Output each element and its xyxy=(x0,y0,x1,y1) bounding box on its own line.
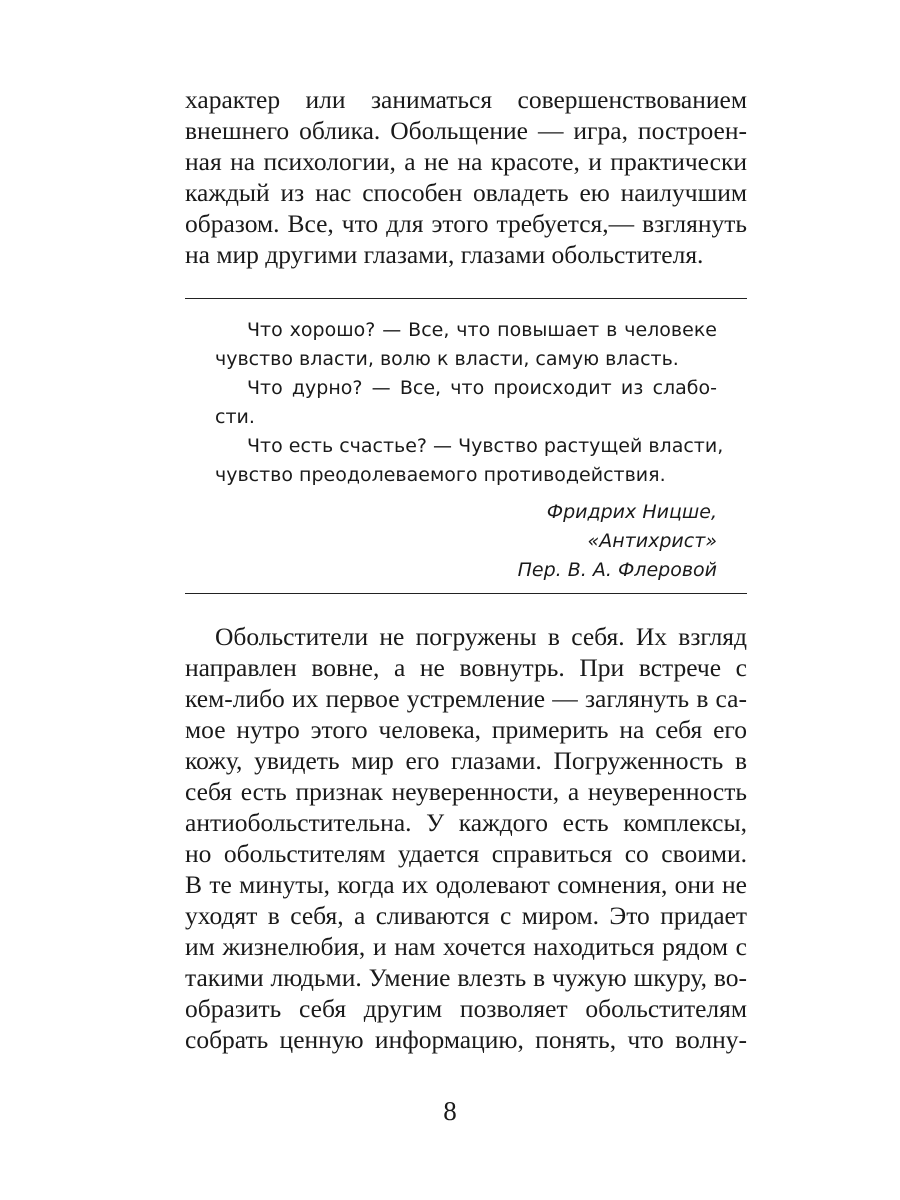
epigraph-author: Фридрих Ницше, xyxy=(546,501,717,523)
text-line: им жизнелюбия, и нам хочется находиться рядом с xyxy=(185,932,747,961)
epigraph-translator: Пер. В. А. Флеровой xyxy=(517,559,717,581)
epigraph-line: Что есть счастье? — Чувство растущей власти, xyxy=(247,435,724,457)
epigraph-line: сти. xyxy=(215,406,255,428)
text-line: ная на психологии, а не на красоте, и практически xyxy=(185,147,747,176)
text-line: направлен вовне, а не вовнутрь. При встрече с xyxy=(185,653,747,682)
epigraph-work: «Антихрист» xyxy=(587,530,717,552)
text-line: себя есть признак неуверенности, а неуверенность xyxy=(185,777,747,806)
epigraph-line: Что дурно? — Все, что происходит из слабо- xyxy=(247,377,717,399)
epigraph-line: чувство власти, волю к власти, самую власть. xyxy=(215,348,679,370)
epigraph-top-rule xyxy=(185,298,747,299)
epigraph xyxy=(215,316,724,585)
text-line: на мир другими глазами, глазами обольстителя. xyxy=(185,240,704,269)
text-line: уходят в себя, а сливаются с миром. Это придает xyxy=(185,901,747,930)
epigraph-bottom-rule xyxy=(185,593,747,594)
top-paragraph xyxy=(185,84,747,270)
text-line: Обольстители не погружены в себя. Их взгляд xyxy=(215,622,747,651)
text-line: каждый из нас способен овладеть ею наилучшим xyxy=(185,178,747,207)
text-line: образить себя другим позволяет обольстителям xyxy=(185,994,747,1023)
text-line: мое нутро этого человека, примерить на себя его xyxy=(185,715,747,744)
text-line: образом. Все, что для этого требуется,— взглянуть xyxy=(185,209,747,238)
page-text-area xyxy=(185,84,747,1054)
text-line: но обольстителям удается справиться со своими. xyxy=(185,839,747,868)
text-line: характер или заниматься совершенствованием xyxy=(185,85,747,114)
epigraph-line: чувство преодолеваемого противодействия. xyxy=(215,464,666,486)
text-line: антиобольстительна. У каждого есть комплексы, xyxy=(185,808,747,837)
text-line: кожу, увидеть мир его глазами. Погруженность в xyxy=(185,746,747,775)
text-line: такими людьми. Умение влезть в чужую шкуру, во- xyxy=(185,963,747,992)
text-line: внешнего облика. Обольщение — игра, построен- xyxy=(185,116,747,145)
text-line: В те минуты, когда их одолевают сомнения, они не xyxy=(185,870,747,899)
epigraph-line: Что хорошо? — Все, что повышает в человеке xyxy=(247,319,717,341)
main-paragraph xyxy=(185,621,747,1055)
text-line: кем-либо их первое устремление — заглянуть в са- xyxy=(185,684,747,713)
page-number: 8 xyxy=(443,1096,457,1126)
text-line: собрать ценную информацию, понять, что волну- xyxy=(185,1025,747,1054)
